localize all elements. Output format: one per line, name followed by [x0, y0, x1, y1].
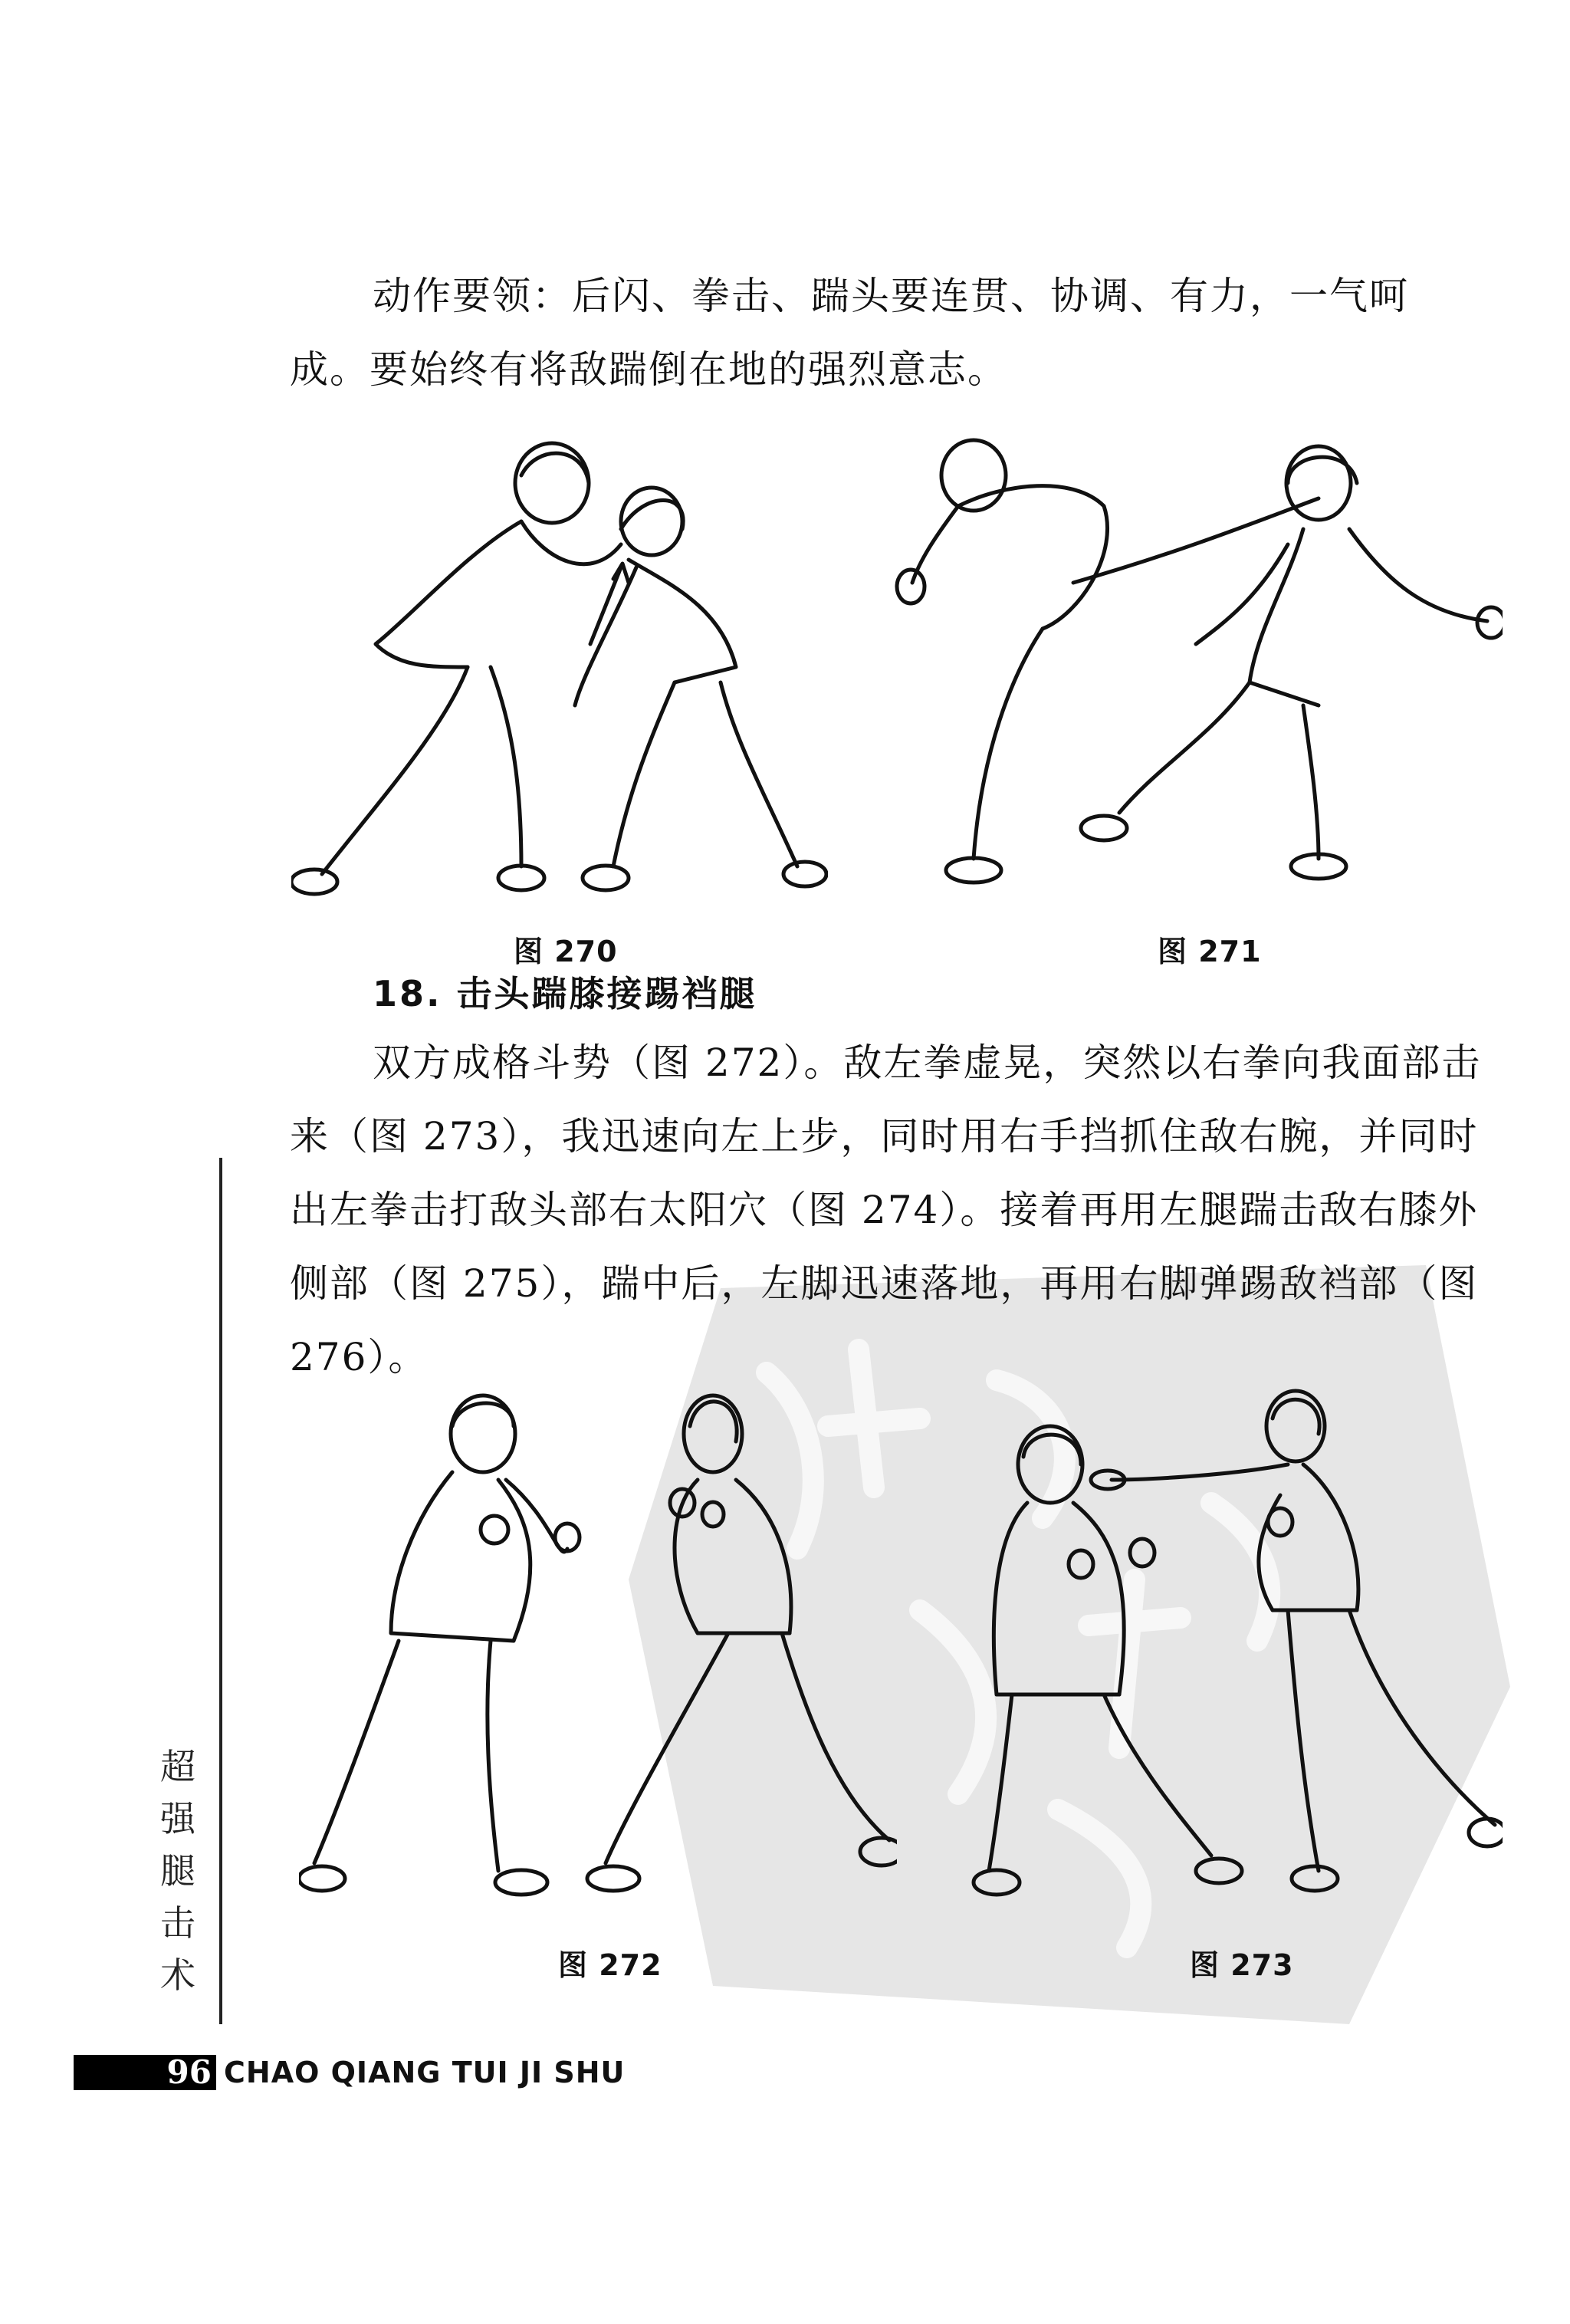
figure-273 — [966, 1380, 1503, 1902]
figure-272-caption: 图 272 — [558, 1948, 662, 1982]
figure-272 — [299, 1380, 897, 1902]
section-heading: 18. 击头踹膝接踢裆腿 — [373, 973, 757, 1014]
figure-273-caption: 图 273 — [1190, 1948, 1294, 1982]
page-number: 96 — [74, 2055, 216, 2090]
figure-271 — [889, 429, 1503, 897]
side-rule — [219, 1158, 222, 2024]
figure-270 — [291, 437, 828, 897]
section-body-paragraph: 双方成格斗势（图 272）。敌左拳虚晃，突然以右拳向我面部击来（图 273），我迅速向左上步，同时用右手挡抓住敌右腕，并同时出左拳击打敌头部右太阳穴（图 274）。接着再用左腿踹击敌右膝外侧部（图 275），踹中后，左脚迅速落地，再用右脚弹踢敌裆部（图 276）。 — [290, 1040, 1482, 1379]
essentials-paragraph: 动作要领：后闪、拳击、踹头要连贯、协调、有力，一气呵成。要始终有将敌踹倒在地的强烈意志。 — [290, 274, 1409, 392]
figure-270-caption: 图 270 — [514, 935, 618, 968]
vertical-book-title: 超强腿击术 — [160, 1746, 195, 1996]
footer-latin-title: CHAO QIANG TUI JI SHU — [224, 2056, 626, 2089]
figure-271-caption: 图 271 — [1158, 935, 1262, 968]
